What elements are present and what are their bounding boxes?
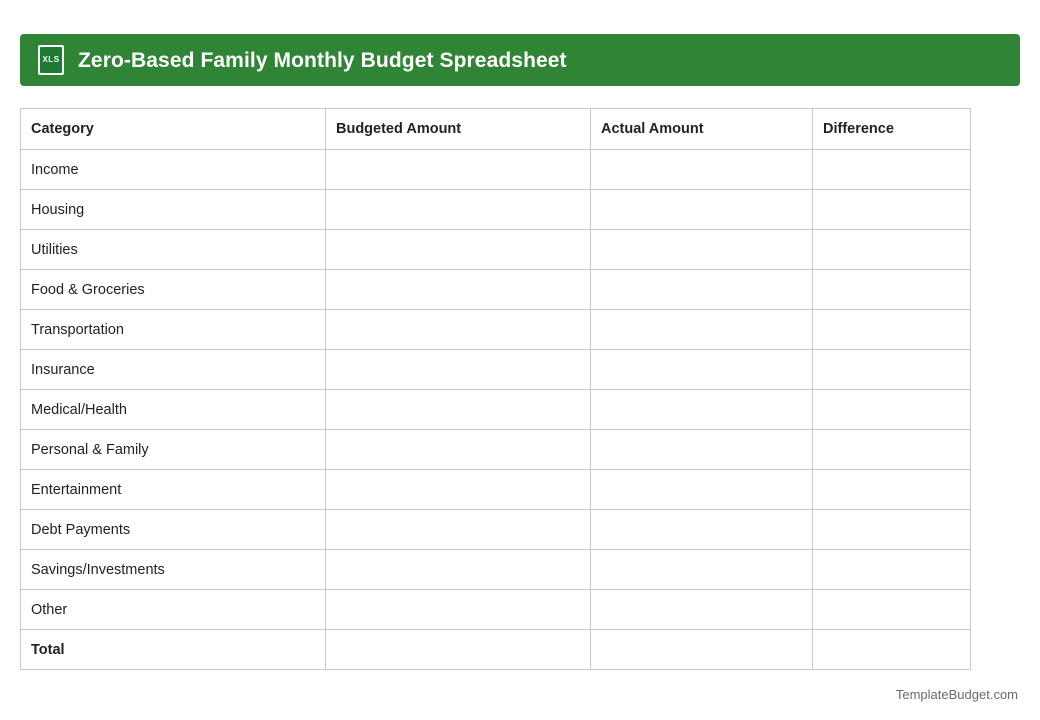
cell-actual[interactable] — [591, 470, 813, 510]
cell-actual[interactable] — [591, 150, 813, 190]
cell-category-total: Total — [21, 630, 326, 670]
cell-budgeted-total[interactable] — [326, 630, 591, 670]
cell-difference[interactable] — [813, 510, 971, 550]
cell-difference[interactable] — [813, 230, 971, 270]
cell-difference[interactable] — [813, 590, 971, 630]
cell-difference[interactable] — [813, 550, 971, 590]
cell-category: Medical/Health — [21, 390, 326, 430]
footer-credit: TemplateBudget.com — [895, 687, 1018, 702]
cell-budgeted[interactable] — [326, 590, 591, 630]
cell-budgeted[interactable] — [326, 190, 591, 230]
cell-budgeted[interactable] — [326, 430, 591, 470]
cell-category: Transportation — [21, 310, 326, 350]
column-header-difference: Difference — [813, 109, 971, 150]
cell-actual[interactable] — [591, 550, 813, 590]
cell-actual[interactable] — [591, 230, 813, 270]
table-row-total — [21, 630, 971, 670]
cell-actual[interactable] — [591, 310, 813, 350]
xls-icon-label: XLS — [42, 55, 60, 64]
table-row — [21, 230, 971, 270]
cell-budgeted[interactable] — [326, 510, 591, 550]
table-row — [21, 550, 971, 590]
table-row — [21, 510, 971, 550]
cell-budgeted[interactable] — [326, 350, 591, 390]
table-header — [21, 109, 971, 150]
table-row — [21, 430, 971, 470]
cell-category: Utilities — [21, 230, 326, 270]
cell-difference[interactable] — [813, 150, 971, 190]
cell-difference[interactable] — [813, 470, 971, 510]
cell-budgeted[interactable] — [326, 310, 591, 350]
page-title: Zero-Based Family Monthly Budget Spreadsheet — [78, 48, 567, 72]
cell-difference-total[interactable] — [813, 630, 971, 670]
table-row — [21, 350, 971, 390]
xls-file-icon — [38, 45, 64, 75]
cell-difference[interactable] — [813, 270, 971, 310]
cell-difference[interactable] — [813, 190, 971, 230]
table-body — [21, 150, 971, 670]
cell-difference[interactable] — [813, 390, 971, 430]
cell-category: Other — [21, 590, 326, 630]
cell-actual[interactable] — [591, 430, 813, 470]
cell-budgeted[interactable] — [326, 390, 591, 430]
cell-difference[interactable] — [813, 310, 971, 350]
table-row — [21, 590, 971, 630]
budget-table — [20, 108, 971, 670]
cell-actual[interactable] — [591, 590, 813, 630]
cell-actual-total[interactable] — [591, 630, 813, 670]
cell-actual[interactable] — [591, 510, 813, 550]
cell-budgeted[interactable] — [326, 470, 591, 510]
column-header-actual-amount: Actual Amount — [591, 109, 813, 150]
table-row — [21, 390, 971, 430]
cell-category: Entertainment — [21, 470, 326, 510]
column-header-category: Category — [21, 109, 326, 150]
table-row — [21, 190, 971, 230]
cell-category: Debt Payments — [21, 510, 326, 550]
cell-category: Personal & Family — [21, 430, 326, 470]
cell-actual[interactable] — [591, 390, 813, 430]
table-header-row — [21, 109, 971, 150]
cell-actual[interactable] — [591, 350, 813, 390]
cell-actual[interactable] — [591, 190, 813, 230]
table-row — [21, 270, 971, 310]
cell-budgeted[interactable] — [326, 150, 591, 190]
title-banner — [20, 34, 1020, 86]
cell-category: Insurance — [21, 350, 326, 390]
column-header-budgeted-amount: Budgeted Amount — [326, 109, 591, 150]
cell-category: Savings/Investments — [21, 550, 326, 590]
cell-budgeted[interactable] — [326, 550, 591, 590]
cell-category: Housing — [21, 190, 326, 230]
cell-budgeted[interactable] — [326, 270, 591, 310]
table-row — [21, 310, 971, 350]
cell-budgeted[interactable] — [326, 230, 591, 270]
cell-category: Income — [21, 150, 326, 190]
cell-difference[interactable] — [813, 430, 971, 470]
table-row — [21, 150, 971, 190]
table-row — [21, 470, 971, 510]
cell-difference[interactable] — [813, 350, 971, 390]
cell-actual[interactable] — [591, 270, 813, 310]
cell-category: Food & Groceries — [21, 270, 326, 310]
